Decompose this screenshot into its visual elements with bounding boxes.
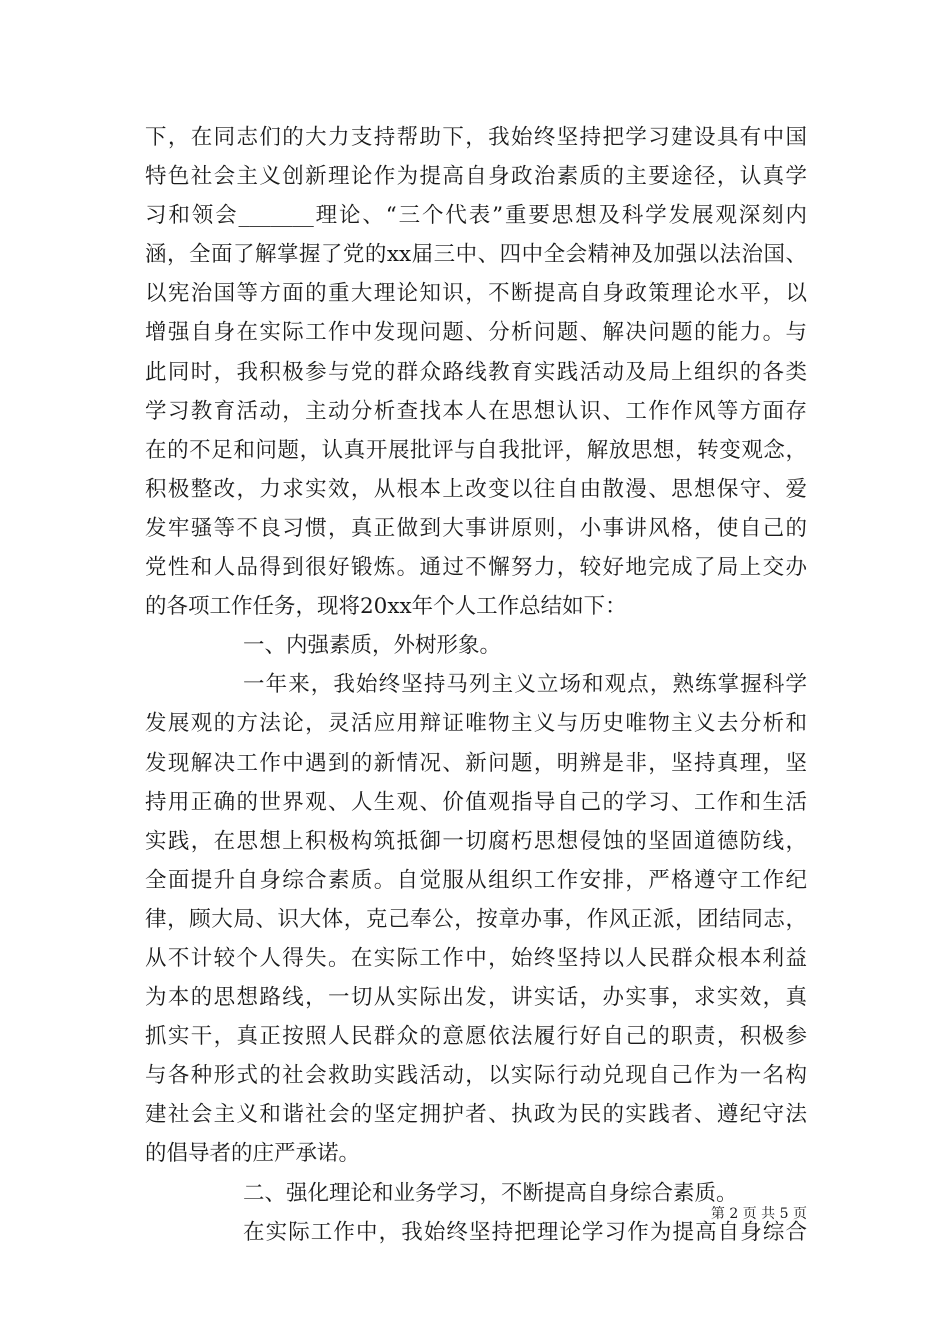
document-body (145, 118, 807, 1252)
text-line: 在实际工作中，我始终坚持把理论学习作为提高自身综合 (243, 1219, 807, 1245)
text-line: 积极整改，力求实效，从根本上改变以往自由散漫、思想保守、爱 (145, 476, 807, 502)
text-line: 发现解决工作中遇到的新情况、新问题，明辨是非，坚持真理，坚 (145, 750, 807, 776)
text-line: 此同时，我积极参与党的群众路线教育实践活动及局上组织的各类 (145, 359, 807, 385)
text-line: 的倡导者的庄严承诺。 (145, 1141, 361, 1167)
text-line: 实践，在思想上积极构筑抵御一切腐朽思想侵蚀的坚固道德防线， (145, 828, 807, 854)
text-line: 发展观的方法论，灵活应用辩证唯物主义与历史唯物主义去分析和 (145, 711, 807, 737)
text-line: 习和领会_______理论、“三个代表”重要思想及科学发展观深刻内 (145, 203, 807, 229)
text-line: 以宪治国等方面的重大理论知识，不断提高自身政策理论水平，以 (145, 281, 807, 307)
text-line: 律，顾大局、识大体，克己奉公，按章办事，作风正派，团结同志， (145, 906, 807, 932)
section-heading: 一、内强素质，外树形象。 (243, 633, 502, 659)
text-line: 学习教育活动，主动分析查找本人在思想认识、工作作风等方面存 (145, 398, 807, 424)
text-line: 建社会主义和谐社会的坚定拥护者、执政为民的实践者、遵纪守法 (145, 1102, 807, 1128)
text-line: 的各项工作任务，现将20xx年个人工作总结如下： (145, 594, 627, 620)
section-heading: 二、强化理论和业务学习，不断提高自身综合素质。 (243, 1180, 738, 1206)
text-line: 发牢骚等不良习惯，真正做到大事讲原则，小事讲风格，使自己的 (145, 515, 807, 541)
text-line: 持用正确的世界观、人生观、价值观指导自己的学习、工作和生活 (145, 789, 807, 815)
text-line: 特色社会主义创新理论作为提高自身政治素质的主要途径，认真学 (145, 164, 807, 190)
text-line: 党性和人品得到很好锻炼。通过不懈努力，较好地完成了局上交办 (145, 555, 807, 581)
text-line: 为本的思想路线，一切从实际出发，讲实话，办实事，求实效，真 (145, 985, 807, 1011)
text-line: 从不计较个人得失。在实际工作中，始终坚持以人民群众根本利益 (145, 945, 807, 971)
text-line: 与各种形式的社会救助实践活动，以实际行动兑现自己作为一名构 (145, 1063, 807, 1089)
text-line: 在的不足和问题，认真开展批评与自我批评，解放思想，转变观念， (145, 437, 807, 463)
text-line: 一年来，我始终坚持马列主义立场和观点，熟练掌握科学 (243, 672, 807, 698)
text-line: 增强自身在实际工作中发现问题、分析问题、解决问题的能力。与 (145, 320, 807, 346)
page-number-footer: 第 2 页 共 5 页 (710, 1206, 807, 1222)
text-line: 涵，全面了解掌握了党的xx届三中、四中全会精神及加强以法治国、 (145, 242, 807, 268)
text-line: 抓实干，真正按照人民群众的意愿依法履行好自己的职责，积极参 (145, 1024, 807, 1050)
text-line: 全面提升自身综合素质。自觉服从组织工作安排，严格遵守工作纪 (145, 867, 807, 893)
text-line: 下，在同志们的大力支持帮助下，我始终坚持把学习建设具有中国 (145, 125, 807, 150)
